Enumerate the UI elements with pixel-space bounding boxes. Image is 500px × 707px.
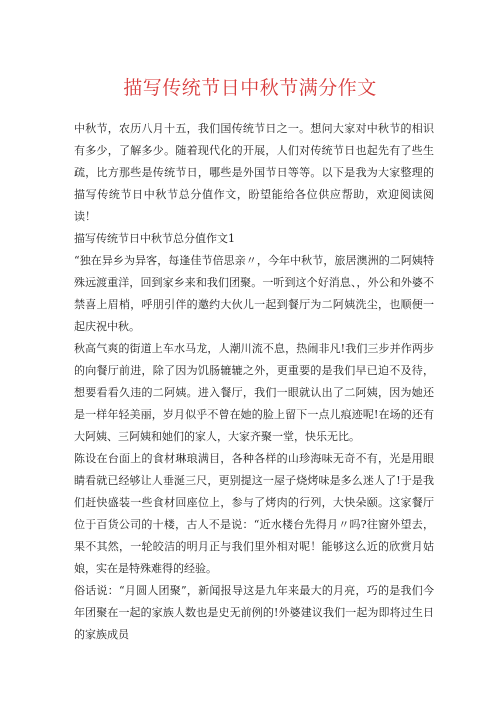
body-paragraph-1: “独在异乡为异客，每逢佳节倍思亲〃，今年中秋节，旅居澳洲的二阿姨特殊远渡重洋，回到家乡来和我们团聚。一听到这个好消息、，外公和外婆不禁喜上眉梢，呼朋引伴的邀约大伙儿一起到餐厅为二阿姨洗尘，也顺便一起庆祝中秋。 <box>74 254 434 333</box>
document-body <box>74 118 434 646</box>
intro-paragraph: 中秋节，农历八月十五，我们国传统节日之一。想问大家对中秋节的相识有多少，了解多少。随着现代化的开展，人们对传统节日也起先有了些生疏，比方那些是传统节日，哪些是外国节日等等。以下是我为大家整理的描写传统节日中秋节总分值作文，盼望能给各位供应帮助，欢迎阅读阅读！ <box>74 122 434 223</box>
body-paragraph-4: 俗话说：“月圆人团聚”，新闻报导这是九年来最大的月亮，巧的是我们今年团聚在一起的家族人数也是史无前例的!外婆建议我们一起为即将过生日的家族成员 <box>74 584 434 641</box>
document-title: 描写传统节日中秋节满分作文 <box>123 77 377 99</box>
body-paragraph-2: 秋高气爽的街道上车水马龙，人潮川流不息，热闹非凡!我们三步并作两步的向餐厅前进，除了因为饥肠辘辘之外，更重要的是我们早已迫不及待，想要看看久违的二阿姨。进入餐厅，我们一眼就认出了二阿姨，因为她还是一样年轻美丽，岁月似乎不曾在她的脸上留下一点儿痕迹呢!在场的还有大阿姨、三阿姨和她们的家人，大家齐聚一堂，快乐无比。 <box>74 342 434 443</box>
body-paragraph-3: 陈设在台面上的食材琳琅满目，各种各样的山珍海味无奇不有，光是用眼睛看就已经够让人垂涎三尺，更别提这一屋子烧烤味是多么迷人了!于是我们赶快盛装一些食材回座位上，参与了烤肉的行列，大快朵颐。这家餐厅位于百货公司的十楼，古人不是说：“近水楼台先得月〃吗?往窗外望去，果不其然，一轮皎洁的明月正与我们里外相对呢！能够这么近的欣赏月姑娘，实在是特殊难得的经验。 <box>74 452 434 575</box>
section-heading: 描写传统节日中秋节总分值作文1 <box>74 232 235 245</box>
